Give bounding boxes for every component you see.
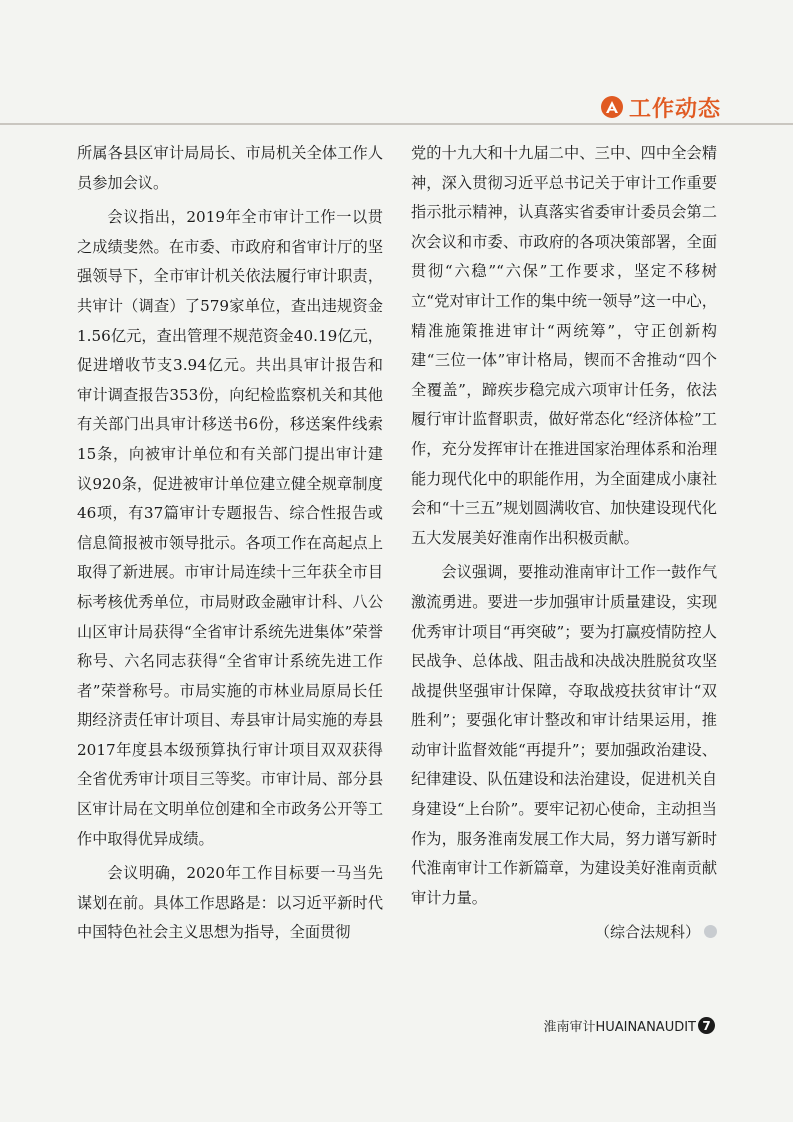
left-column bbox=[77, 139, 383, 948]
article-body bbox=[77, 139, 717, 948]
page-number: 7 bbox=[698, 1017, 715, 1034]
end-mark-icon bbox=[704, 925, 717, 938]
right-paragraph-1: 党的十九大和十九届二中、三中、四中全会精神，深入贯彻习近平总书记关于审计工作重要指示批示精神，认真落实省委审计委员会第二次会议和市委、市政府的各项决策部署，全面贯彻“六稳”“六保”工作要求，坚定不移树立“党对审计工作的集中统一领导”这一中心，精准施策推进审计“两统筹”，守正创新构建“三位一体”审计格局，锲而不舍推动“四个全覆盖”，蹄疾步稳完成六项审计任务，依法履行审计监督职责，做好常态化“经济体检”工作，充分发挥审计在推进国家治理体系和治理能力现代化中的职能作用，为全面建成小康社会和“十三五”规划圆满收官、加快建设现代化五大发展美好淮南作出积极贡献。 bbox=[411, 144, 717, 547]
author-name: （综合法规科） bbox=[594, 923, 700, 942]
section-title: 工作动态 bbox=[628, 96, 721, 122]
left-paragraph-3: 会议明确，2020年工作目标要一马当先谋划在前。具体工作思路是：以习近平新时代中国特色社会主义思想为指导，全面贯彻 bbox=[77, 864, 383, 942]
right-column bbox=[411, 139, 717, 948]
page-footer bbox=[543, 1016, 715, 1035]
left-paragraph-1: 所属各县区审计局局长、市局机关全体工作人员参加会议。 bbox=[77, 144, 383, 192]
header-divider bbox=[0, 123, 793, 125]
left-paragraph-2: 会议指出，2019年全市审计工作一以贯之成绩斐然。在市委、市政府和省审计厅的坚强领导下，全市审计机关依法履行审计职责，共审计（调查）了579家单位，查出违规资金1.56亿元，查出管理不规范资金40.19亿元，促进增收节支3.94亿元。共出具审计报告和审计调查报告353份，向纪检监察机关和其他有关部门出具审计移送书6份，移送案件线索15条，向被审计单位和有关部门提出审计建议920条，促进被审计单位建立健全规章制度46项，有37篇审计专题报告、综合性报告或信息简报被市领导批示。各项工作在高起点上取得了新进展。市审计局连续十三年获全市目标考核优秀单位，市局财政金融审计科、八公山区审计局获得“全省审计系统先进集体”荣誉称号、六名同志获得“全省审计系统先进工作者”荣誉称号。市局实施的市林业局原局长任期经济责任审计项目、寿县审计局实施的寿县2017年度县本级预算执行审计项目双双获得全省优秀审计项目三等奖。市审计局、部分县区审计局在文明单位创建和全市政务公开等工作中取得优异成绩。 bbox=[77, 208, 383, 848]
journal-name: 淮南审计HUAINANAUDIT bbox=[543, 1020, 696, 1035]
orange-circle-a-logo-icon bbox=[601, 96, 623, 118]
author-credit bbox=[411, 921, 717, 942]
right-paragraph-2: 会议强调，要推动淮南审计工作一鼓作气激流勇进。要进一步加强审计质量建设，实现优秀审计项目“再突破”；要为打赢疫情防控人民战争、总体战、阻击战和决战决胜脱贫攻坚战提供坚强审计保障，夺取战疫扶贫审计“双胜利”；要强化审计整改和审计结果运用，推动审计监督效能“再提升”；要加强政治建设、纪律建设、队伍建设和法治建设，促进机关自身建设“上台阶”。要牢记初心使命，主动担当作为，服务淮南发展工作大局，努力谱写新时代淮南审计工作新篇章，为建设美好淮南贡献审计力量。 bbox=[411, 563, 717, 907]
section-header bbox=[595, 94, 721, 120]
